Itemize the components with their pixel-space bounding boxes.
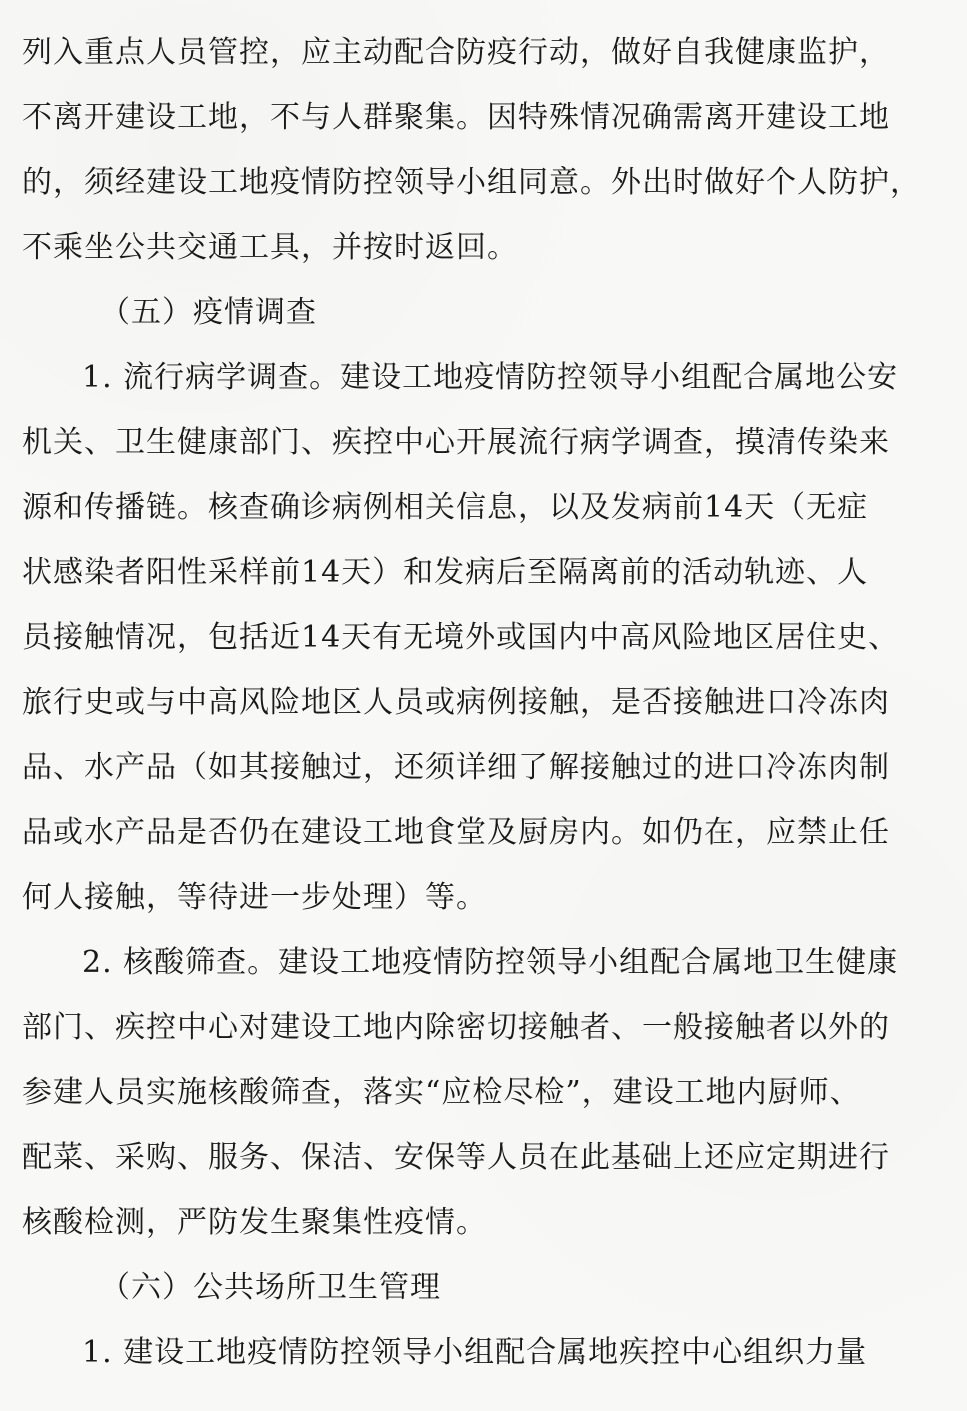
body-line-4: 不乘坐公共交通工具，并按时返回。 — [22, 230, 518, 265]
section-heading-5: （五）疫情调查 — [100, 295, 317, 330]
paragraph-1-line-3: 源和传播链。核查确诊病例相关信息，以及发病前14天（无症 — [22, 490, 869, 525]
paragraph-1-line-4: 状感染者阳性采样前14天）和发病后至隔离前的活动轨迹、人 — [22, 555, 869, 590]
paragraph-1-line-8: 品或水产品是否仍在建设工地食堂及厨房内。如仍在，应禁止任 — [22, 815, 890, 850]
paragraph-1-line-9: 何人接触，等待进一步处理）等。 — [22, 880, 487, 915]
paragraph-1-line-6: 旅行史或与中高风险地区人员或病例接触，是否接触进口冷冻肉 — [22, 685, 890, 720]
section-heading-6: （六）公共场所卫生管理 — [100, 1270, 441, 1305]
paragraph-1-line-7: 品、水产品（如其接触过，还须详细了解接触过的进口冷冻肉制 — [22, 750, 890, 785]
paragraph-1-start: 1. 流行病学调查。建设工地疫情防控领导小组配合属地公安 — [82, 360, 899, 395]
body-line-2: 不离开建设工地，不与人群聚集。因特殊情况确需离开建设工地 — [22, 100, 890, 135]
paragraph-2-line-3: 参建人员实施核酸筛查，落实“应检尽检”，建设工地内厨师、 — [22, 1075, 861, 1110]
body-line-3: 的，须经建设工地疫情防控领导小组同意。外出时做好个人防护， — [22, 165, 921, 200]
paragraph-1-line-5: 员接触情况，包括近14天有无境外或国内中高风险地区居住史、 — [22, 620, 900, 655]
body-line-1: 列入重点人员管控，应主动配合防疫行动，做好自我健康监护， — [22, 35, 890, 70]
paragraph-2-line-5: 核酸检测，严防发生聚集性疫情。 — [22, 1205, 487, 1240]
paragraph-2-line-2: 部门、疾控中心对建设工地内除密切接触者、一般接触者以外的 — [22, 1010, 890, 1045]
paragraph-2-line-4: 配菜、采购、服务、保洁、安保等人员在此基础上还应定期进行 — [22, 1140, 890, 1175]
paragraph-1-line-2: 机关、卫生健康部门、疾控中心开展流行病学调查，摸清传染来 — [22, 425, 890, 460]
paragraph-2-start: 2. 核酸筛查。建设工地疫情防控领导小组配合属地卫生健康 — [82, 945, 899, 980]
paragraph-3-start: 1. 建设工地疫情防控领导小组配合属地疾控中心组织力量 — [82, 1335, 868, 1370]
